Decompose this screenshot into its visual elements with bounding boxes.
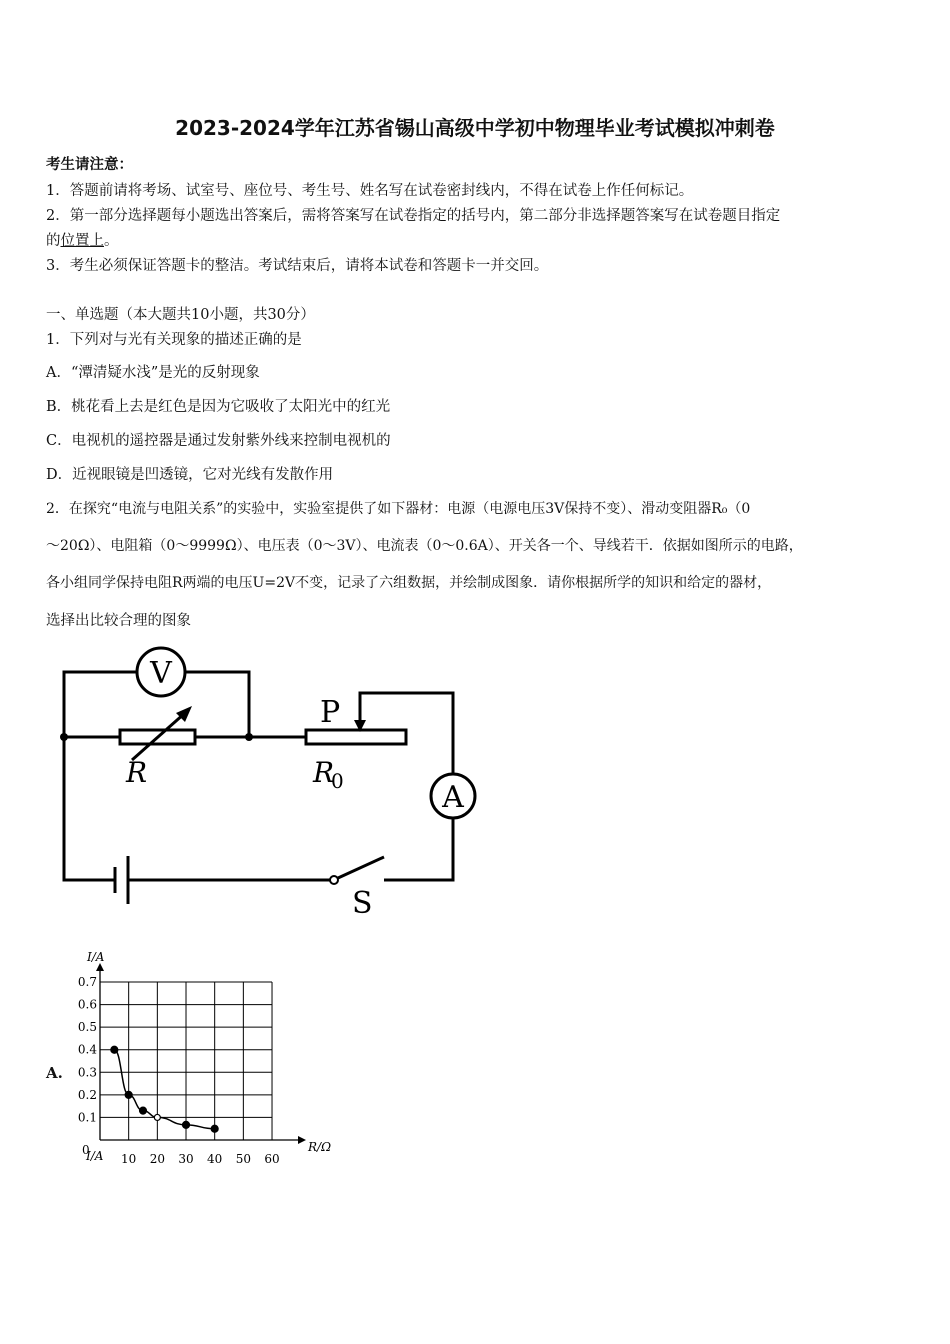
chart-data-point: [111, 1046, 118, 1053]
y-axis-arrow: [96, 963, 104, 971]
x-tick-label: 50: [235, 1152, 251, 1166]
y-tick-label: 0.4: [77, 1042, 97, 1057]
section-heading: 一、单选题（本大题共10小题，共30分）: [46, 307, 315, 323]
question-1-option-c: C．电视机的遥控器是通过发射紫外线来控制电视机的: [46, 433, 391, 449]
chart-data-point: [211, 1125, 218, 1132]
y-tick-label: 0.3: [77, 1065, 97, 1080]
y-tick-label: 0.5: [77, 1020, 97, 1035]
junction-dot-left: [60, 733, 68, 741]
rheostat-box: [306, 730, 406, 744]
switch-contact: [330, 876, 338, 884]
y-tick-label: 0.1: [77, 1110, 97, 1125]
chart-grid: [100, 982, 272, 1140]
rheostat-label: R: [313, 756, 335, 789]
notice-item-2-line-1: 2．第一部分选择题每小题选出答案后，需将答案写在试卷指定的括号内，第二部分非选择题答案写在试卷题目指定: [46, 208, 781, 224]
answer-chart: [70, 945, 340, 1175]
x-tick-label: 40: [207, 1152, 223, 1166]
switch-label: S: [352, 886, 373, 921]
chart-xlabel: R/Ω: [308, 1140, 332, 1154]
notice-item-2-text-c: 。: [104, 233, 119, 249]
chart-ticks: [78, 975, 280, 1166]
x-tick-label: 60: [264, 1152, 280, 1166]
x-tick-label: 20: [149, 1152, 165, 1166]
y-tick-label: 0.2: [77, 1087, 97, 1102]
chart-points: [111, 1046, 218, 1132]
question-2-line-1: 2．在探究“电流与电阻关系”的实验中，实验室提供了如下器材：电源（电源电压3V保持不变）、滑动变阻器R₀（0: [46, 501, 751, 517]
junction-dot-middle: [245, 733, 253, 741]
x-tick-label: 30: [178, 1152, 194, 1166]
question-1-stem: 1．下列对与光有关现象的描述正确的是: [46, 332, 302, 348]
page-title: 2023-2024学年江苏省锡山高级中学初中物理毕业考试模拟冲刺卷: [175, 116, 775, 140]
question-1-option-a: A．“潭清疑水浅”是光的反射现象: [46, 365, 260, 381]
question-1-option-d: D．近视眼镜是凹透镜，它对光线有发散作用: [46, 467, 334, 483]
chart-data-point: [154, 1114, 160, 1120]
question-2-line-4: 选择出比较合理的图象: [46, 613, 191, 629]
x-axis-arrow: [298, 1136, 306, 1144]
chart-series-line: [114, 1050, 214, 1129]
notice-item-3: 3．考生必须保证答题卡的整洁。考试结束后，请将本试卷和答题卡一并交回。: [46, 258, 549, 274]
chart-extra-label: I/A: [86, 1149, 104, 1163]
question-2-line-3: 各小组同学保持电阻R两端的电压U=2V不变，记录了六组数据，并绘制成图象．请你根据所学的知识和给定的器材，: [46, 575, 772, 591]
y-tick-label: 0.6: [77, 997, 97, 1012]
chart-data-point: [125, 1091, 132, 1098]
chart-ylabel: I/A: [87, 950, 105, 964]
chart-data-point: [140, 1107, 147, 1114]
notice-item-1: 1．答题前请将考场、试室号、座位号、考生号、姓名写在试卷密封线内，不得在试卷上作任何标记。: [46, 183, 694, 199]
rheostat-subscript: 0: [331, 769, 344, 793]
y-tick-label: 0.7: [77, 975, 97, 990]
notice-item-2-text-a: 的: [46, 233, 61, 249]
chart-origin-label: 0: [82, 1143, 90, 1157]
chart-option-label: A.: [46, 1064, 63, 1082]
voltmeter-label: V: [150, 656, 172, 691]
notice-heading: 考生请注意：: [46, 156, 133, 173]
chart-data-point: [183, 1121, 190, 1128]
question-1-option-b: B．桃花看上去是红色是因为它吸收了太阳光中的红光: [46, 399, 391, 415]
question-2-line-2: ～20Ω）、电阻箱（0～9999Ω）、电压表（0～3V）、电流表（0～0.6A）、开关各一个、导线若干．依据如图所示的电路，: [46, 538, 803, 554]
ammeter-label: A: [442, 780, 464, 815]
resistor-label: R: [126, 756, 148, 789]
notice-item-2-underlined: 位置上: [60, 233, 104, 249]
chart-axes: [96, 963, 306, 1144]
slider-label: P: [320, 695, 341, 730]
x-tick-label: 10: [121, 1152, 137, 1166]
